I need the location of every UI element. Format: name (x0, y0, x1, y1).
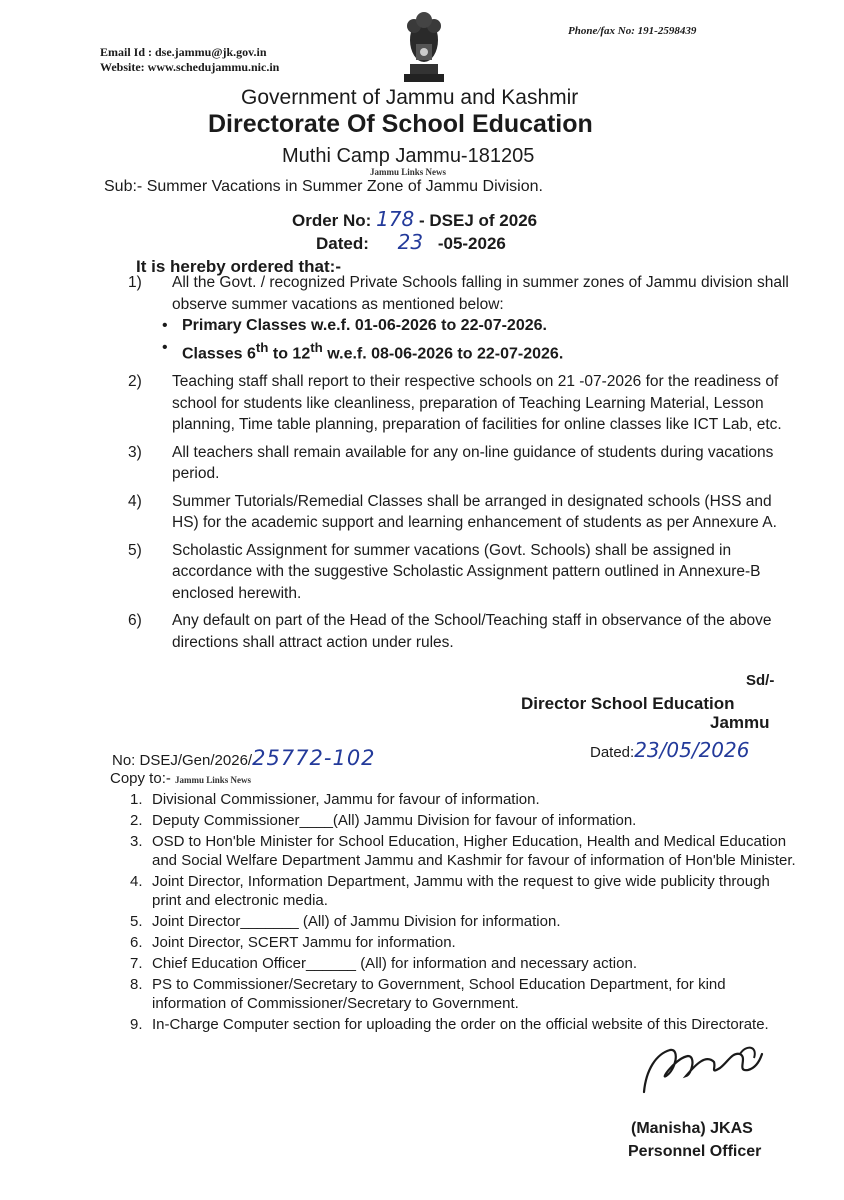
copy-number: 5. (130, 913, 143, 930)
state-emblem-icon (396, 4, 452, 88)
copy-to-item (130, 832, 800, 870)
bullet-classes-mid: to 12 (268, 345, 311, 363)
copy-number: 6. (130, 934, 143, 951)
item-number: 6) (128, 612, 142, 630)
order-item-2 (120, 371, 800, 436)
email-line: Email Id : dse.jammu@jk.gov.in (100, 45, 267, 59)
order-no-suffix: - DSEJ of 2026 (419, 211, 538, 230)
watermark-text: Jammu Links News (370, 167, 447, 177)
order-items (120, 272, 800, 659)
bullet-classes-post: w.e.f. 08-06-2026 to 22-07-2026. (322, 345, 564, 363)
website-line: Website: www.schedujammu.nic.in (100, 60, 280, 74)
item-text: All the Govt. / recognized Private Schools falling in summer zones of Jammu division shall observe summer vacations as mentioned below: (172, 274, 789, 313)
copy-to-label: Copy to:- (110, 770, 171, 787)
item-text: Teaching staff shall report to their respective schools on 21 -07-2026 for the readiness of school for students like cleanliness, preparation of Teaching Learning Material, Lesson planning, Time table planning, preparation of facilities for online classes like ICT Lab, etc. (172, 373, 782, 434)
copy-number: 4. (130, 873, 143, 890)
copy-to-item (130, 954, 800, 973)
copy-number: 9. (130, 1016, 143, 1033)
copy-text: Joint Director_______ (All) of Jammu Division for information. (152, 913, 561, 930)
government-name: Government of Jammu and Kashmir (241, 86, 579, 109)
copy-to-label-row (110, 770, 251, 787)
order-dated-label: Dated: (316, 234, 369, 253)
item-number: 3) (128, 443, 142, 461)
phone-fax-line: Phone/fax No: 191-2598439 (568, 25, 697, 37)
item-number: 1) (128, 274, 142, 291)
item-text: Scholastic Assignment for summer vacations (Govt. Schools) shall be assigned in accordance with the suggestive Scholastic Assignment pattern outlined in Annexure-B enclosed herewith. (172, 541, 761, 602)
order-item-6 (120, 610, 800, 653)
copy-text: Chief Education Officer______ (All) for information and necessary action. (152, 955, 637, 972)
item-number: 5) (128, 541, 142, 559)
director-place: Jammu (710, 713, 770, 732)
watermark-text: Jammu Links News (175, 775, 252, 785)
order-no-handwritten: 178 (376, 207, 415, 231)
copy-number: 2. (130, 812, 143, 829)
order-item-3 (120, 442, 800, 485)
endorsement-no-handwritten: 25772-102 (252, 746, 376, 770)
copy-to-item (130, 912, 800, 931)
bullet-classes-pre: Classes 6 (182, 345, 256, 363)
copy-number: 1. (130, 791, 143, 808)
officer-name: (Manisha) JKAS (631, 1120, 753, 1137)
copy-to-item (130, 1015, 800, 1034)
endorsement-dated-label: Dated: (590, 744, 635, 761)
subject-line: Sub:- Summer Vacations in Summer Zone of Jammu Division. (104, 178, 543, 195)
item-text: Any default on part of the Head of the School/Teaching staff in observance of the above directions shall attract action under rules. (172, 612, 772, 651)
directorate-address: Muthi Camp Jammu-181205 (282, 145, 535, 167)
endorsement-no-label: No: DSEJ/Gen/2026/ (112, 752, 253, 769)
director-title: Director School Education (521, 694, 735, 713)
order-lead: It is hereby ordered that:- (136, 257, 341, 276)
item-number: 2) (128, 373, 142, 391)
order-dated-suffix: -05-2026 (437, 234, 506, 253)
order-no-label: Order No: (292, 211, 372, 230)
copy-text: PS to Commissioner/Secretary to Government, School Education Department, for kind information of Commissioner/Secretary to Government. (152, 976, 726, 1012)
item-text: Summer Tutorials/Remedial Classes shall be arranged in designated schools (HSS and HS) for the academic support and learning enhancement of students as per Annexure A. (172, 492, 777, 532)
copy-text: Joint Director, Information Department, Jammu with the request to give wide publicity through print and electronic media. (152, 873, 770, 909)
bullet-classes (120, 337, 800, 365)
copy-number: 7. (130, 955, 143, 972)
copy-to-item (130, 975, 800, 1013)
handwritten-signature-icon (636, 1040, 766, 1100)
endorsement-number (112, 746, 376, 770)
order-item-1 (120, 272, 800, 365)
copy-text: Deputy Commissioner____(All) Jammu Division for favour of information. (152, 812, 637, 829)
copy-text: In-Charge Computer section for uploading the order on the official website of this Directorate. (152, 1016, 769, 1033)
copy-to-item (130, 811, 800, 830)
copy-to-item (130, 872, 800, 910)
copy-to-list (130, 790, 800, 1036)
item-number: 4) (128, 492, 142, 510)
directorate-name: Directorate Of School Education (208, 110, 593, 138)
copy-number: 8. (130, 976, 143, 993)
copy-text: Divisional Commissioner, Jammu for favour of information. (152, 791, 540, 808)
sd-mark: Sd/- (746, 672, 775, 689)
bullet-sup-2: th (310, 340, 323, 355)
copy-to-item (130, 933, 800, 952)
copy-text: Joint Director, SCERT Jammu for information. (152, 934, 456, 951)
copy-number: 3. (130, 833, 143, 850)
bullet-primary: • Primary Classes w.e.f. 01-06-2026 to 22-07-2026. (120, 315, 800, 337)
order-date (316, 230, 506, 254)
order-dated-day: 23 (397, 230, 424, 254)
endorsement-dated-handwritten: 23/05/2026 (634, 738, 750, 762)
item-text: All teachers shall remain available for any on-line guidance of students during vacations period. (172, 443, 774, 483)
order-item-5 (120, 540, 800, 605)
order-item-4 (120, 491, 800, 534)
officer-title: Personnel Officer (628, 1143, 762, 1160)
copy-to-item (130, 790, 800, 809)
bullet-sup-1: th (255, 340, 269, 355)
copy-text: OSD to Hon'ble Minister for School Education, Higher Education, Health and Medical Education and Social Welfare Department Jammu and Kashmir for favour of information of Hon'ble Minister. (152, 833, 796, 869)
order-number (292, 207, 537, 231)
endorsement-date (590, 738, 749, 762)
